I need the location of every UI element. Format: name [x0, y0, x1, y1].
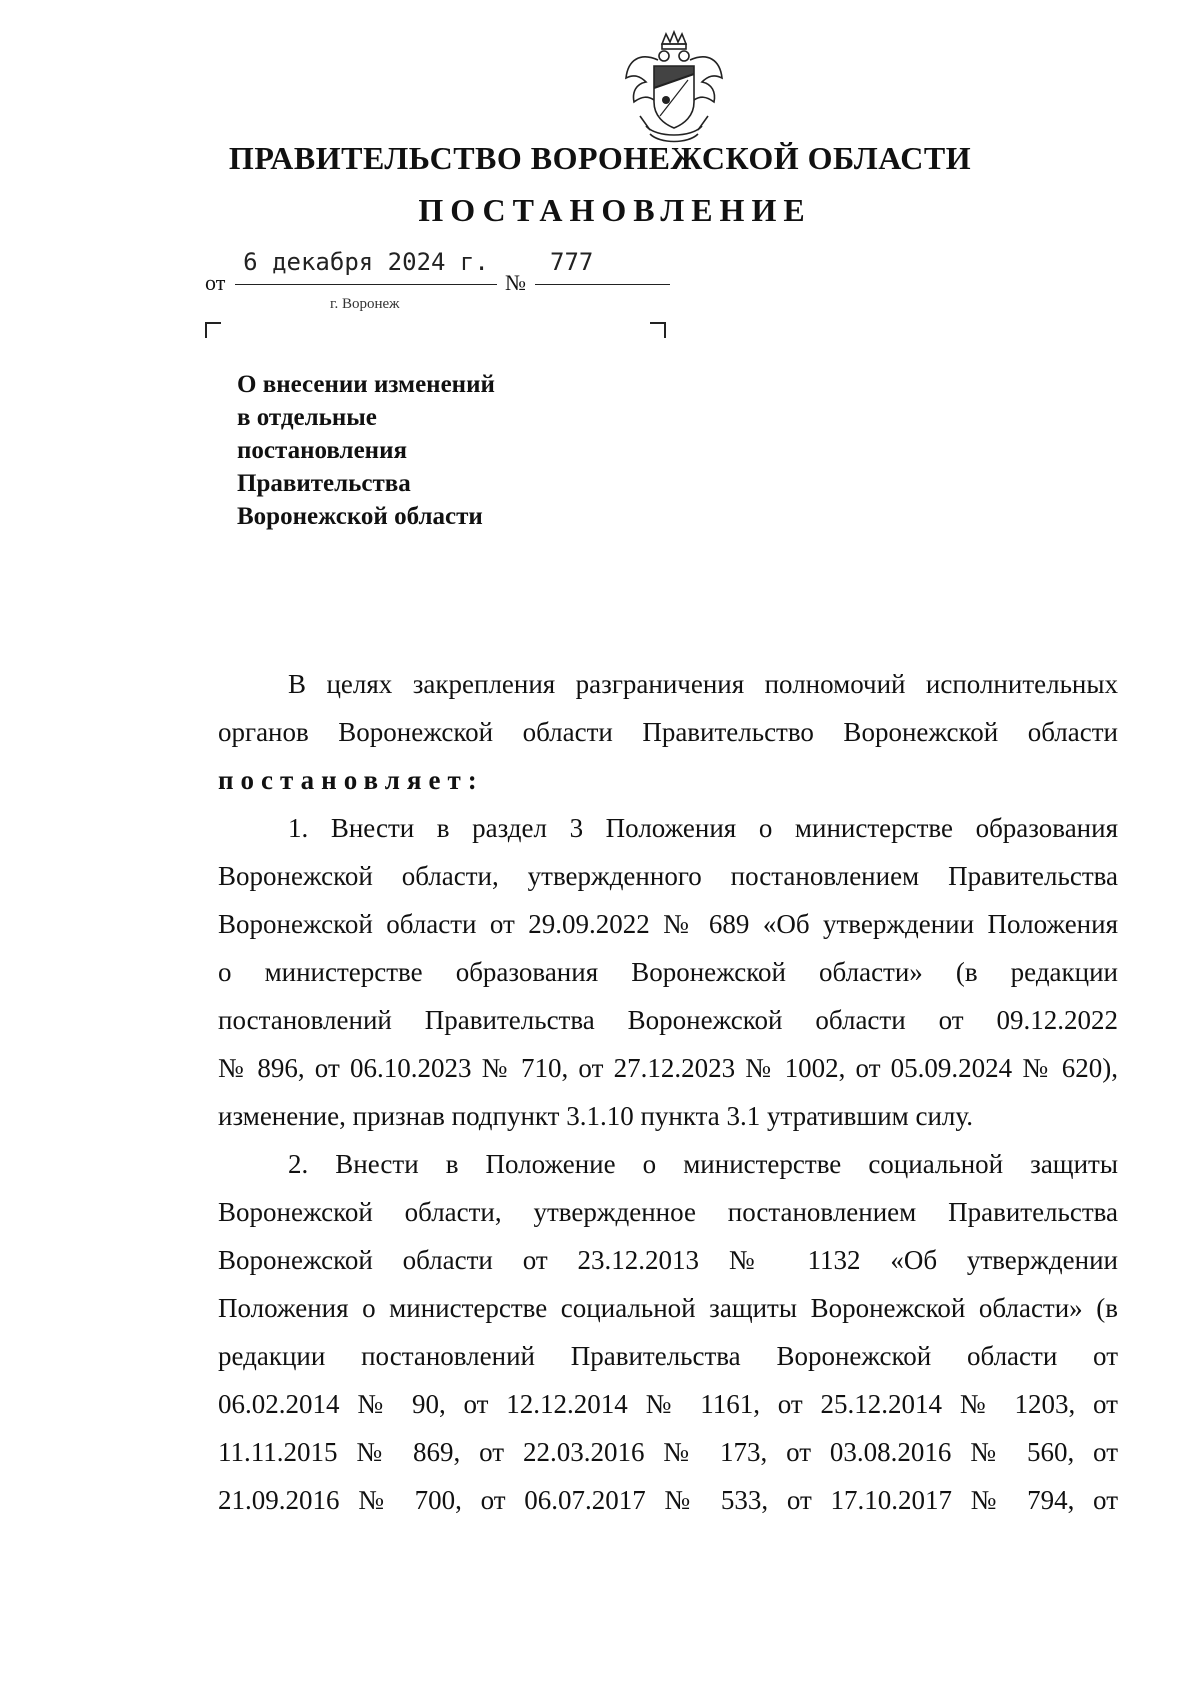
text-line: № 896, от 06.10.2023 № 710, от 27.12.2023 № 1002, от 05.09.2024 № 620), — [218, 1053, 1118, 1083]
text-line: Воронежской области от 29.09.2022 № 689 «Об утверждении Положения — [218, 909, 1118, 939]
text-line: о министерстве образования Воронежской области» (в редакции — [218, 957, 1118, 987]
corner-mark-right — [650, 322, 666, 338]
subject-line: Воронежской области — [237, 503, 483, 530]
text-line: Воронежской области, утвержденное постановлением Правительства — [218, 1197, 1118, 1227]
document-date: 6 декабря 2024 г. — [243, 248, 489, 276]
subject-line: постановления — [237, 437, 407, 464]
city-name: г. Воронеж — [330, 296, 400, 312]
document-type: ПОСТАНОВЛЕНИЕ — [418, 192, 812, 228]
text-line: 11.11.2015 № 869, от 22.03.2016 № 173, от 03.08.2016 № 560, от — [218, 1437, 1118, 1467]
document-subject — [237, 368, 657, 533]
date-prefix: от — [205, 270, 226, 295]
document-number: 777 — [550, 248, 594, 276]
subject-line: в отдельные — [237, 404, 377, 431]
date-underline — [235, 284, 497, 285]
subject-line: О внесении изменений — [237, 371, 495, 398]
text-line: 1. Внести в раздел 3 Положения о министерстве образования — [288, 813, 1118, 843]
decides-word: постановляет: — [218, 765, 484, 795]
text-line: Положения о министерстве социальной защиты Воронежской области» (в — [218, 1293, 1118, 1323]
text-line: постановлений Правительства Воронежской области от 09.12.2022 — [218, 1005, 1118, 1035]
corner-mark-left — [205, 322, 221, 338]
text-line: органов Воронежской области Правительство Воронежской области — [218, 717, 1118, 747]
text-line: редакции постановлений Правительства Воронежской области от — [218, 1341, 1118, 1371]
subject-line: Правительства — [237, 470, 411, 497]
item-1-paragraph — [218, 804, 1118, 1140]
number-sign: № — [505, 270, 526, 295]
number-underline — [535, 284, 670, 285]
document-body — [218, 660, 1118, 1524]
text-line: изменение, признав подпункт 3.1.10 пункта 3.1 утратившим силу. — [218, 1101, 973, 1131]
organization-title: ПРАВИТЕЛЬСТВО ВОРОНЕЖСКОЙ ОБЛАСТИ — [228, 140, 972, 176]
text-line: В целях закрепления разграничения полномочий исполнительных — [288, 669, 1118, 699]
coat-of-arms-icon — [620, 30, 728, 150]
item-2-paragraph — [218, 1140, 1118, 1524]
text-line: Воронежской области, утвержденного постановлением Правительства — [218, 861, 1118, 891]
text-line: 21.09.2016 № 700, от 06.07.2017 № 533, от 17.10.2017 № 794, от — [218, 1485, 1118, 1515]
date-number-line — [205, 248, 675, 308]
preamble-paragraph — [218, 660, 1118, 804]
text-line: Воронежской области от 23.12.2013 № 1132 «Об утверждении — [218, 1245, 1118, 1275]
text-line: 2. Внести в Положение о министерстве социальной защиты — [288, 1149, 1118, 1179]
text-line: 06.02.2014 № 90, от 12.12.2014 № 1161, от 25.12.2014 № 1203, от — [218, 1389, 1118, 1419]
